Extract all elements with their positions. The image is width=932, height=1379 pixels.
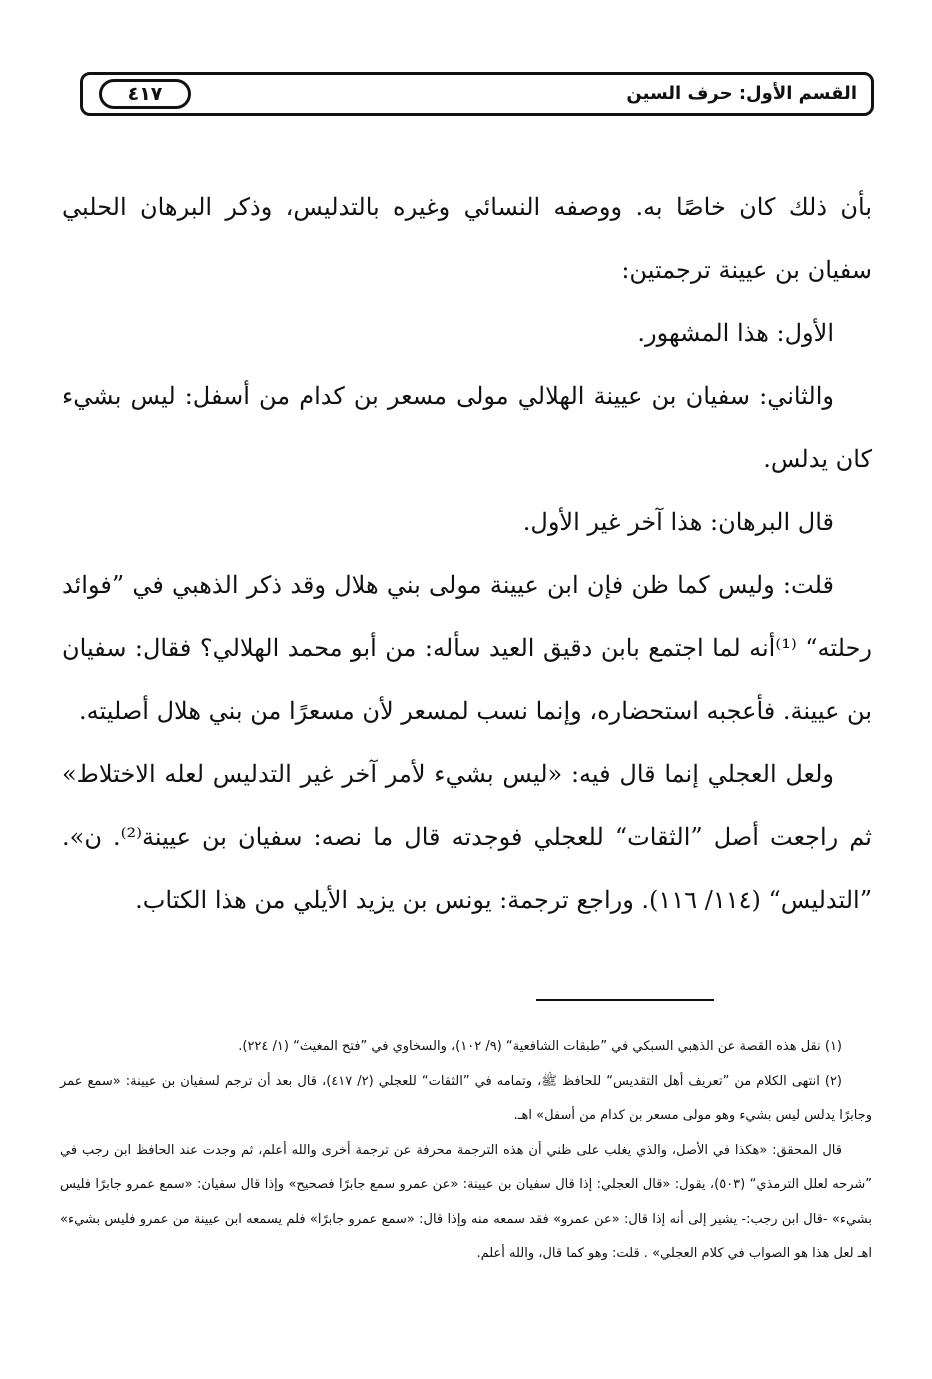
header-title: القسم الأول: حرف السين <box>626 83 857 104</box>
footnote-separator <box>536 999 714 1001</box>
paragraph: بأن ذلك كان خاصًا به. ووصفه النسائي وغيره بالتدليس، وذكر البرهان الحلبي سفيان بن عيينة ترجمتين: <box>62 193 872 284</box>
paragraph: الأول: هذا المشهور. <box>637 319 834 347</box>
footnotes <box>60 1030 872 1272</box>
footnote: (١) نقل هذه القصة عن الذهبي السبكي في ”طبقات الشافعية“ (٩/ ١٠٢)، والسخاوي في ”فتح المغيث“ (١/ ٢٢٤). <box>238 1039 842 1054</box>
page-header <box>80 72 874 116</box>
footnote: قال المحقق: «هكذا في الأصل، والذي يغلب على ظني أن هذه الترجمة محرفة عن ترجمة أخرى والله أعلم، ثم وجدت عند الحافظ ابن رجب في ”شرحه لعلل الترمذي“ (٥٠٣)، يقول: «قال العجلي: إذا قال سفيان بن عيينة: «عن عمرو سمع جابرًا فصحيح» وإذا قال سفيان: «سمع عمرو جابرًا فليس بشيء» -قال ابن رجب:- يشير إلى أنه إذا قال: «عن عمرو» فقد سمعه منه وإذا قال: «سمع عمرو جابرًا» فلم يسمعه ابن عيينة من عمرو فليس بشيء» اهـ لعل هذا هو الصواب في كلام العجلي» . قلت: وهو كما قال، والله أعلم. <box>60 1142 872 1261</box>
page-number-badge: ٤١٧ <box>99 79 191 109</box>
paragraph: والثاني: سفيان بن عيينة الهلالي مولى مسعر بن كدام من أسفل: ليس بشيء كان يدلس. <box>62 382 872 473</box>
paragraph: قال البرهان: هذا آخر غير الأول. <box>522 508 834 536</box>
paragraph: ولعل العجلي إنما قال فيه: «ليس بشيء لأمر آخر غير التدليس لعله الاختلاط» ثم راجعت أصل ”الثقات“ للعجلي فوجدته قال ما نصه: سفيان بن عيينة⁽²⁾. ن». ”التدليس“ (١١٤/ ١١٦). وراجع ترجمة: يونس بن يزيد الأيلي من هذا الكتاب. <box>62 760 872 914</box>
footnote: (٢) انتهى الكلام من ”تعريف أهل التقديس“ للحافظ ﷺ، وتمامه في ”الثقات“ للعجلي (٢/ ٤١٧)، قال بعد أن ترجم لسفيان بن عيينة: «سمع عمر وجابرًا يدلس ليس بشيء وهو مولى مسعر بن كدام من أسفل» اهـ. <box>60 1073 872 1123</box>
main-text <box>62 176 872 932</box>
paragraph: قلت: وليس كما ظن فإن ابن عيينة مولى بني هلال وقد ذكر الذهبي في ”فوائد رحلته“ ⁽¹⁾أنه لما اجتمع بابن دقيق العيد سأله: من أبو محمد الهلالي؟ فقال: سفيان بن عيينة. فأعجبه استحضاره، وإنما نسب لمسعر لأن مسعرًا من بني هلال أصليته. <box>62 571 873 725</box>
